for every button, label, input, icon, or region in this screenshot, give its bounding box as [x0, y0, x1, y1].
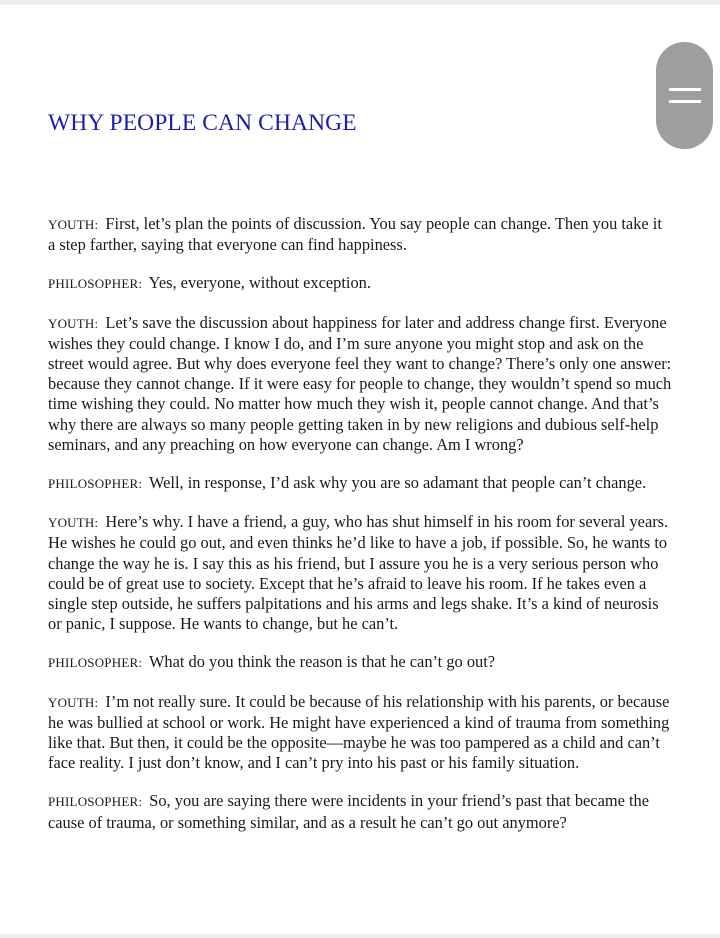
chapter-title: WHY PEOPLE CAN CHANGE	[48, 110, 357, 136]
dialogue-text: Well, in response, I’d ask why you are so adamant that people can’t change.	[148, 473, 647, 493]
dialogue-text: Yes, everyone, without exception.	[148, 273, 371, 293]
dialogue-paragraph	[48, 791, 673, 832]
dialogue-body	[48, 214, 673, 851]
top-status-strip	[0, 0, 720, 5]
hamburger-menu-icon	[669, 88, 701, 103]
speaker-label: YOUTH:	[48, 217, 99, 232]
dialogue-paragraph	[48, 214, 673, 255]
bottom-strip	[0, 934, 720, 938]
dialogue-text: Let’s save the discussion about happiness for later and address change first. Everyone wishes they could change. I know I do, and I’m sure anyone you might stop and ask on the street would agree. But why does everyone feel they want to change? There’s only one answer: because they cannot change. If it were easy for people to change, they wouldn’t spend so much time wishing they could. No matter how much they wish it, people cannot change. And that’s why there are always so many people getting taken in by new religions and dubious self-help seminars, and any preaching on how everyone can change. Am I wrong?	[48, 312, 672, 454]
speaker-label: YOUTH:	[48, 515, 99, 531]
dialogue-paragraph	[48, 313, 673, 455]
speaker-label: PHILOSOPHER:	[48, 276, 143, 292]
speaker-label: PHILOSOPHER:	[48, 476, 143, 492]
dialogue-text: Here’s why. I have a friend, a guy, who has shut himself in his room for several years. He wishes he could go out, and even thinks he’d like to have a job, if possible. So, he wants to change the way he is. I say this as his friend, but I assure you he is a very serious person who could be of great use to society. Except that he’s afraid to leave his room. If he takes even a single step outside, he suffers palpitations and his arms and legs shake. It’s a kind of neurosis or panic, I suppose. He wants to change, but he can’t.	[48, 512, 669, 634]
dialogue-text: I’m not really sure. It could be because of his relationship with his parents, or because he was bullied at school or work. He might have experienced a kind of trauma from something like that. But then, it could be the opposite—maybe he was too pampered as a child and can’t face reality. I just don’t know, and I can’t pry into his past or his family situation.	[48, 691, 670, 773]
speaker-label: YOUTH:	[48, 694, 99, 710]
speaker-label: PHILOSOPHER:	[48, 794, 143, 810]
dialogue-paragraph	[48, 692, 673, 774]
speaker-label: PHILOSOPHER:	[48, 655, 143, 671]
dialogue-text: What do you think the reason is that he can’t go out?	[148, 652, 496, 672]
menu-button[interactable]	[656, 42, 713, 149]
dialogue-paragraph	[48, 512, 673, 634]
dialogue-paragraph	[48, 652, 673, 673]
speaker-label: YOUTH:	[48, 315, 99, 331]
dialogue-text: First, let’s plan the points of discussion. You say people can change. Then you take it a step farther, saying that everyone can find happiness.	[48, 214, 662, 255]
dialogue-paragraph	[48, 273, 673, 294]
dialogue-paragraph	[48, 473, 673, 494]
dialogue-text: So, you are saying there were incidents in your friend’s past that became the cause of trauma, or something similar, and as a result he can’t go out anymore?	[48, 791, 650, 832]
